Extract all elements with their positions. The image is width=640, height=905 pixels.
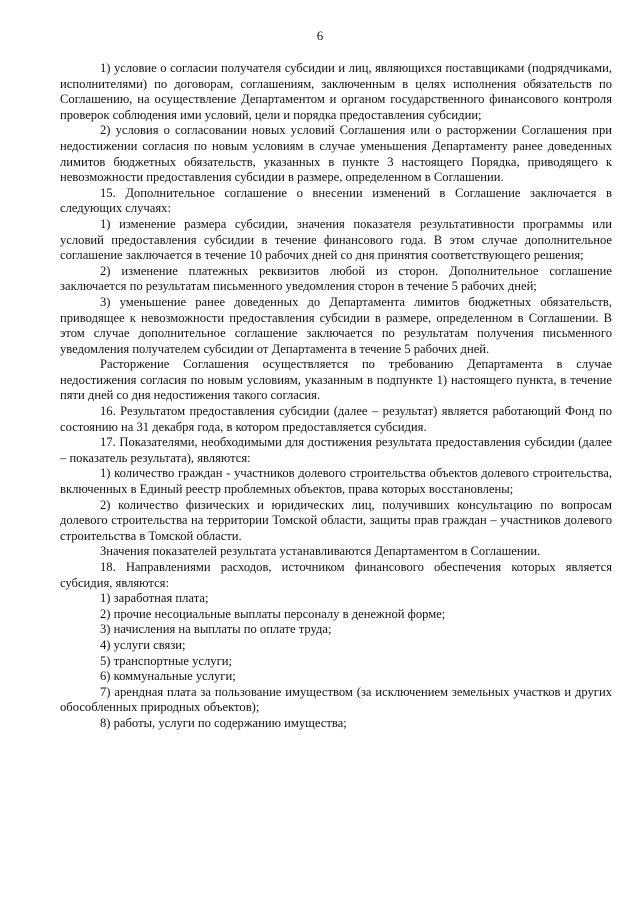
paragraph-18-item-6: 6) коммунальные услуги; [100,669,236,684]
paragraph-17-item-2: 2) количество физических и юридических лиц, получивших консультацию по вопросам долевого строительства на территории Томской области, защиты прав граждан – участников долевого строительства в Томской области. [60,497,612,543]
document-body [60,61,612,732]
paragraph-18-item-1: 1) заработная плата; [100,591,209,606]
paragraph-18-item-3: 3) начисления на выплаты по оплате труда; [100,622,332,637]
paragraph-17-item-1: 1) количество граждан - участников долевого строительства объектов долевого строительства, включенных в Единый реестр проблемных объектов, права которых восстановлены; [60,466,612,497]
paragraph-15-item-3: 3) уменьшение ранее доведенных до Департамента лимитов бюджетных обязательств, приводящее к невозможности предоставления субсидии в размере, определенном в Соглашении. В этом случае дополнительное соглашение заключается по результатам получения письменного уведомления получателем субсидии от Департамента в течение 5 рабочих дней. [60,294,612,356]
paragraph-14-item-2: 2) условия о согласовании новых условий Соглашения или о расторжении Соглашения при недостижении согласия по новым условиям в случае уменьшения Департаменту ранее доведенных лимитов бюджетных обязательств, указанных в пункте 3 настоящего Порядка, приводящего к невозможности предоставления субсидии в размере, определенном в Соглашении. [60,123,612,185]
paragraph-17: 17. Показателями, необходимыми для достижения результата предоставления субсидии (далее – показатель результата), являются: [60,435,612,465]
paragraph-15-item-2: 2) изменение платежных реквизитов любой из сторон. Дополнительное соглашение заключается по результатам письменного уведомления сторон в течение 5 рабочих дней; [60,263,612,294]
paragraph-18-item-8: 8) работы, услуги по содержанию имущества; [100,715,347,730]
paragraph-15: 15. Дополнительное соглашение о внесении изменений в Соглашение заключается в следующих случаях: [60,185,612,216]
paragraph-15-termination: Расторжение Соглашения осуществляется по требованию Департамента в случае недостижения согласия по новым условиям, указанным в подпункте 1) настоящего пункта, в течение пяти дней со дня недостижения такого согласия. [60,357,612,403]
paragraph-17-values: Значения показателей результата устанавливаются Департаментом в Соглашении. [100,544,541,559]
paragraph-16: 16. Результатом предоставления субсидии (далее – результат) является работающий Фонд по состоянию на 31 декабря года, в котором предоставляется субсидия. [60,404,612,434]
paragraph-18-item-7: 7) арендная плата за пользование имуществом (за исключением земельных участков и других обособленных природных объектов); [60,684,612,715]
paragraph-18-item-4: 4) услуги связи; [100,637,186,652]
paragraph-18-item-5: 5) транспортные услуги; [100,653,232,668]
paragraph-18-item-2: 2) прочие несоциальные выплаты персоналу в денежной форме; [100,606,446,621]
paragraph-14-item-1: 1) условие о согласии получателя субсидии и лиц, являющихся поставщиками (подрядчиками, исполнителями) по договорам, соглашениям, заключенным в целях исполнения обязательств по Соглашению, на осуществление Департаментом и органом государственного финансового контроля проверок соблюдения ими условий, цели и порядка предоставления субсидии; [60,61,612,122]
page-number: 6 [316,28,324,43]
paragraph-18: 18. Направлениями расходов, источником финансового обеспечения которых является субсидия, являются: [60,560,612,590]
paragraph-15-item-1: 1) изменение размера субсидии, значения показателя результативности программы или условий предоставления субсидии в течение финансового года. В этом случае дополнительное соглашение заключается в течение 10 рабочих дней со дня принятия соответствующего решения; [60,216,612,263]
